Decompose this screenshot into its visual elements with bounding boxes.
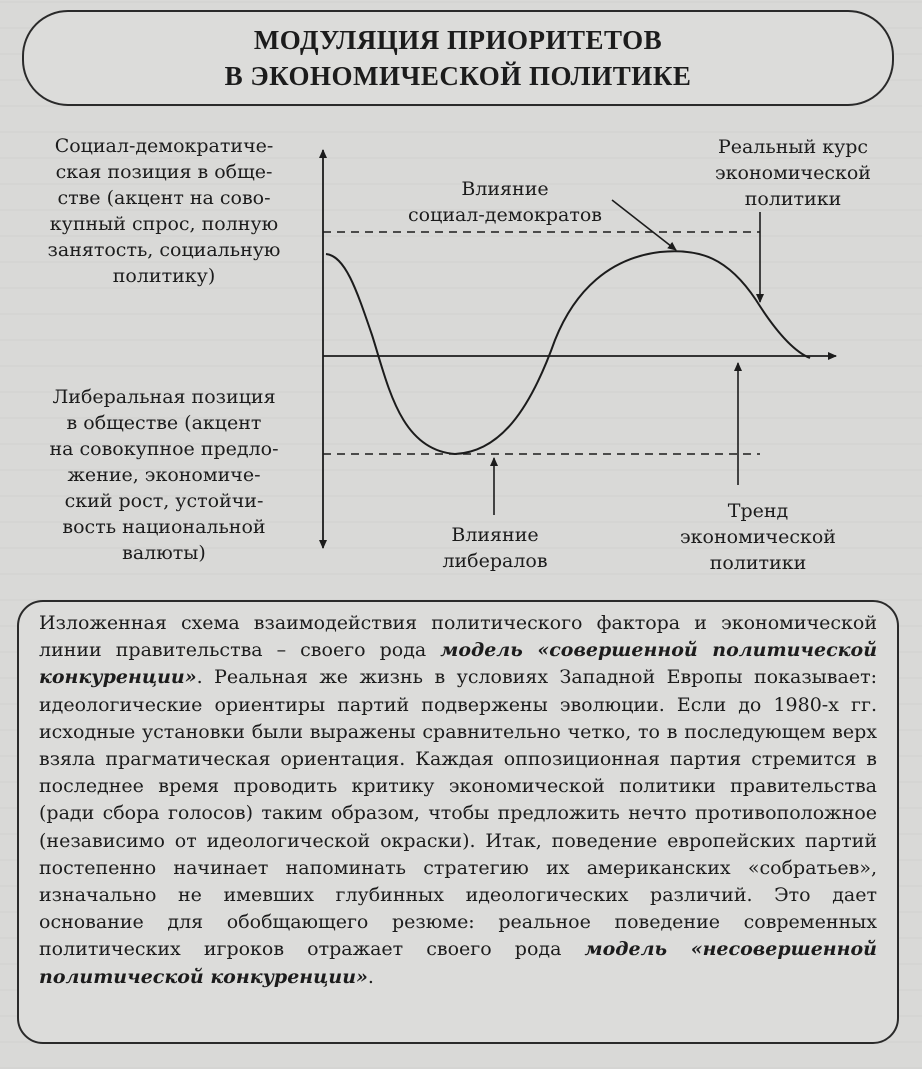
social-democrats-arrow	[612, 200, 676, 250]
trend-label: Тренд экономической политики	[680, 500, 836, 574]
liberals-influence-label: Влияние либералов	[442, 524, 548, 572]
imperfect-competition-term: модель «несовершенной политической конкуренции»	[39, 938, 877, 988]
title-line-1: МОДУЛЯЦИЯ ПРИОРИТЕТОВ	[253, 25, 663, 55]
liberal-position-label: Либеральная позиция в обществе (акцент на совокупное предло- жение, экономиче- ский рост, устойчи- вость национальной валюты)	[49, 386, 279, 564]
explanation-paragraph: Изложенная схема взаимодействия политического фактора и экономической линии правительства – своего рода модель «совершенной политической конкуренции». Реальная же жизнь в условиях Западной Европы показывает: идеологические ориентиры партий подвержены эволюции. Если до 1980-х гг. исходные установки были выражены сравнительно четко, то в последующем верх взяла прагматическая ориентация. Каждая оппозиционная партия стремится в последнее время проводить критику экономической политики правительства (ради сбора голосов) таким образом, чтобы предложить нечто противоположное (независимо от идеологической окраски). Итак, поведение европейских партий постепенно начинает напоминать стратегию их американских «собратьев», изначально не имевших глубинных идеологических различий. Это дает основание для обобщающего резюме: реальное поведение современных политических игроков отражает своего рода модель «несовершенной политической конкуренции».	[39, 612, 878, 988]
social-democratic-position-label: Социал-демократиче- ская позиция в обще- стве (акцент на сово- купный спрос, полную занятость, социальную политику)	[47, 135, 281, 287]
perfect-competition-term: модель «совершенной политической конкуренции»	[39, 639, 878, 689]
explanation-frame	[17, 600, 899, 1044]
real-course-label: Реальный курс экономической политики	[715, 136, 871, 210]
title-line-2: В ЭКОНОМИЧЕСКОЙ ПОЛИТИКЕ	[224, 61, 692, 91]
social-democrats-influence-label: Влияние социал-демократов	[408, 178, 602, 226]
